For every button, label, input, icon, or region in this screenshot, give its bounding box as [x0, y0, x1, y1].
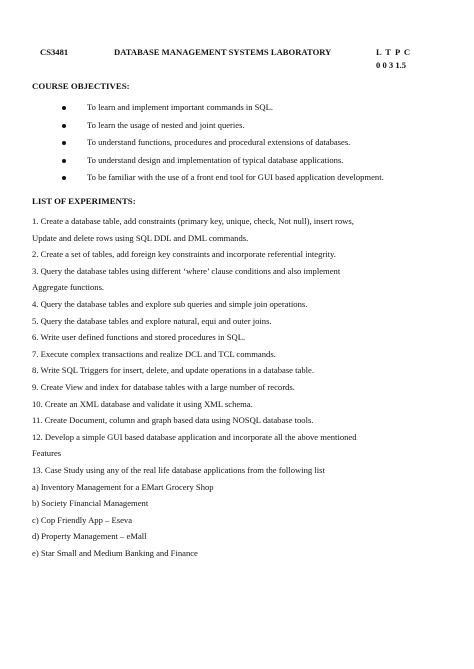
objective-text: To learn and implement important commands in SQL. — [87, 102, 274, 112]
bullet-icon — [62, 141, 66, 145]
bullet-icon — [62, 176, 66, 180]
experiment-line: 13. Case Study using any of the real life database applications from the following list — [32, 464, 325, 475]
objective-item — [32, 99, 452, 117]
experiment-line: 6. Write user defined functions and stored procedures in SQL. — [32, 332, 246, 343]
experiment-line: Aggregate functions. — [32, 282, 105, 293]
experiment-line: 9. Create View and index for database tables with a large number of records. — [32, 381, 295, 392]
course-code: CS3481 — [40, 47, 69, 57]
bullet-icon — [62, 159, 66, 163]
course-title: DATABASE MANAGEMENT SYSTEMS LABORATORY — [114, 47, 332, 57]
case-study-option: d) Property Management – eMall — [32, 531, 147, 542]
experiments-heading: LIST OF EXPERIMENTS: — [32, 196, 136, 206]
experiment-line: 10. Create an XML database and validate it using XML schema. — [32, 398, 253, 409]
objective-text: To be familiar with the use of a front end tool for GUI based application development. — [87, 172, 384, 182]
experiment-line: 11. Create Document, column and graph based data using NOSQL database tools. — [32, 415, 314, 426]
experiment-line: 1. Create a database table, add constraints (primary key, unique, check, Not null), insert rows, — [32, 216, 354, 226]
objective-text: To learn the usage of nested and joint queries. — [87, 119, 245, 130]
experiment-line: 4. Query the database tables and explore sub queries and simple join operations. — [32, 298, 308, 309]
experiment-line: Update and delete rows using SQL DDL and DML commands. — [32, 232, 249, 243]
experiment-line: 8. Write SQL Triggers for insert, delete, and update operations in a database table. — [32, 365, 314, 376]
objective-item — [32, 117, 452, 135]
objective-item — [32, 134, 452, 152]
experiment-line: 12. Develop a simple GUI based database application and incorporate all the above mentioned — [32, 431, 357, 442]
objective-text: To understand design and implementation of typical database applications. — [87, 154, 344, 165]
bullet-icon — [62, 106, 66, 110]
experiment-line: 7. Execute complex transactions and realize DCL and TCL commands. — [32, 348, 276, 359]
experiment-line: 2. Create a set of tables, add foreign key constraints and incorporate referential integrity. — [32, 249, 336, 260]
case-study-option: a) Inventory Management for a EMart Grocery Shop — [32, 481, 214, 492]
case-study-option: b) Society Financial Management — [32, 498, 149, 509]
objectives-list — [32, 99, 452, 187]
objective-text: To understand functions, procedures and procedural extensions of databases. — [87, 137, 351, 147]
case-study-option: c) Cop Friendly App – Eseva — [32, 514, 133, 525]
objective-item — [32, 152, 452, 170]
case-study-option: e) Star Small and Medium Banking and Finance — [32, 547, 198, 558]
experiments-list — [32, 213, 452, 561]
experiment-line: Features — [32, 448, 62, 459]
objectives-heading: COURSE OBJECTIVES: — [32, 81, 130, 91]
ltpc-values: 0 0 3 1.5 — [376, 60, 407, 70]
experiment-line: 3. Query the database tables using different ‘where’ clause conditions and also implement — [32, 265, 341, 276]
bullet-icon — [62, 124, 66, 128]
experiment-line: 5. Query the database tables and explore natural, equi and outer joins. — [32, 315, 272, 326]
ltpc-label: L T P C — [376, 47, 411, 57]
objective-item — [32, 169, 452, 187]
